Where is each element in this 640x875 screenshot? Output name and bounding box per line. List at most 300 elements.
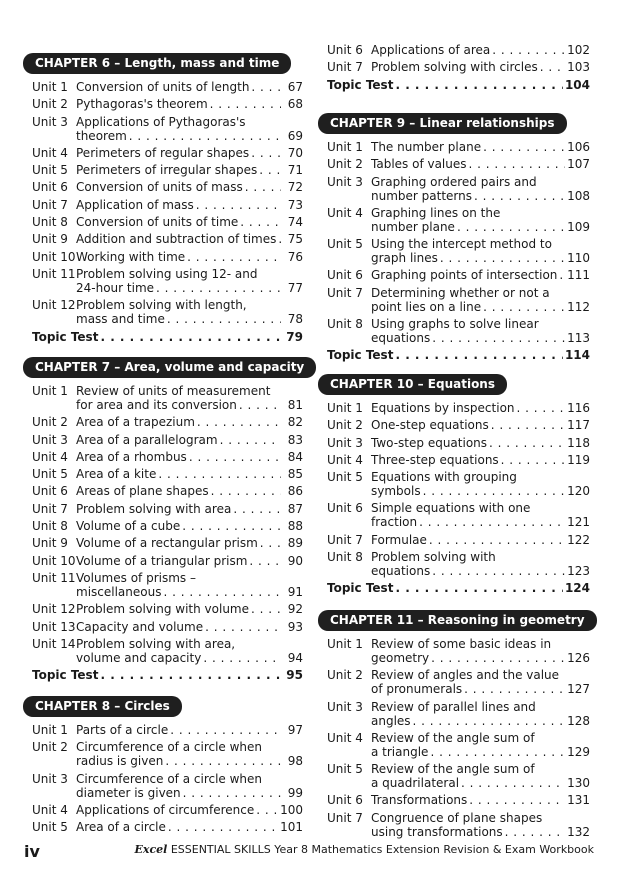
toc-entry[interactable]	[32, 215, 303, 229]
entry-text	[371, 668, 590, 696]
unit-number: Unit 1	[32, 723, 68, 737]
page-ref: 130	[567, 776, 590, 791]
entry-title-line: Determining whether or not a	[371, 285, 550, 300]
toc-entry[interactable]	[327, 637, 590, 665]
unit-number: Unit 3	[32, 771, 68, 786]
toc-entry[interactable]	[327, 43, 590, 57]
toc-entry[interactable]	[327, 453, 590, 467]
page-ref: 100	[280, 802, 303, 817]
page-ref: 106	[567, 140, 590, 154]
toc-entry[interactable]	[32, 97, 303, 111]
entry-text	[327, 348, 590, 362]
toc-entry[interactable]	[32, 803, 303, 817]
entry-text	[371, 43, 590, 57]
entry-text	[76, 198, 303, 212]
unit-list	[315, 637, 590, 839]
toc-entry[interactable]	[32, 80, 303, 94]
entry-text	[76, 97, 303, 111]
dot-leader	[187, 250, 281, 264]
dot-leader	[483, 300, 565, 314]
entry-title-last-line	[371, 60, 590, 74]
dot-leader	[395, 348, 562, 362]
page-ref: 92	[287, 602, 303, 617]
topic-test-entry[interactable]	[327, 78, 590, 92]
entry-title-line: Review of units of measurement	[76, 384, 271, 398]
entry-text	[371, 731, 590, 759]
unit-number: Unit 1	[327, 637, 363, 651]
entry-title-last-line	[371, 453, 590, 467]
page-ref: 68	[287, 97, 303, 112]
page-ref: 85	[287, 467, 303, 482]
toc-entry[interactable]	[327, 533, 590, 547]
entry-title-last-line	[371, 484, 590, 498]
toc-entry[interactable]	[327, 668, 590, 696]
entry-title-line: Capacity and volume	[76, 619, 204, 634]
unit-number: Unit 7	[327, 285, 363, 300]
entry-title-line: Area of a circle	[76, 820, 166, 835]
entry-title-last-line	[371, 714, 590, 728]
dot-leader	[559, 268, 565, 282]
toc-entry[interactable]	[327, 140, 590, 154]
toc-entry[interactable]	[327, 550, 590, 578]
dot-leader	[183, 786, 281, 800]
entry-title-line: Volume of a rectangular prism	[76, 536, 258, 551]
unit-number: Unit 8	[32, 519, 68, 534]
entry-title-line: a quadrilateral	[371, 776, 460, 791]
entry-title-last-line	[371, 825, 590, 839]
entry-title-line: Tables of values	[371, 157, 467, 172]
unit-number: Unit 11	[32, 266, 76, 281]
entry-text	[371, 470, 590, 498]
entry-text	[371, 286, 590, 314]
entry-title-last-line	[76, 281, 303, 295]
entry-text	[76, 637, 303, 665]
entry-text	[371, 60, 590, 74]
entry-title-last-line	[76, 803, 303, 817]
entry-title-line: Formulae	[371, 532, 427, 547]
page-ref: 112	[567, 299, 590, 314]
dot-leader	[483, 140, 565, 154]
entry-text	[371, 140, 590, 154]
dot-leader	[440, 251, 565, 265]
entry-text	[76, 484, 303, 498]
dot-leader	[469, 793, 565, 807]
toc-entry[interactable]	[327, 470, 590, 498]
dot-leader	[432, 331, 565, 345]
toc-entry[interactable]	[32, 298, 303, 326]
dot-leader	[165, 754, 281, 768]
toc-entry[interactable]	[327, 731, 590, 759]
entry-title-last-line	[76, 232, 303, 246]
unit-number: Unit 3	[32, 432, 68, 447]
dot-leader	[278, 232, 281, 246]
entry-title-line: theorem	[76, 128, 127, 143]
chapter-heading: CHAPTER 9 – Linear relationships	[318, 113, 567, 134]
entry-title-last-line	[371, 682, 590, 696]
toc-entry[interactable]	[327, 286, 590, 314]
page-ref: 79	[286, 329, 303, 344]
entry-title-line: Conversion of units of length	[76, 80, 250, 94]
toc-entry[interactable]	[32, 232, 303, 246]
entry-title-line: Problem solving with circles	[371, 60, 538, 75]
toc-entry[interactable]	[32, 637, 303, 665]
dot-leader	[158, 467, 281, 481]
toc-entry[interactable]	[327, 762, 590, 790]
unit-list	[315, 43, 590, 92]
toc-entry[interactable]	[32, 620, 303, 634]
entry-title-last-line	[32, 330, 303, 344]
entry-text	[371, 700, 590, 728]
entry-title-last-line	[76, 450, 303, 464]
entry-title-line: Applications of area	[371, 43, 491, 57]
entry-title-line: Conversion of units of time	[76, 215, 239, 230]
topic-test-entry[interactable]	[327, 348, 590, 362]
toc-entry[interactable]	[32, 571, 303, 599]
entry-title-last-line	[371, 401, 590, 415]
entry-title-line: Two-step equations	[371, 435, 488, 450]
entry-title-last-line	[76, 651, 303, 665]
dot-leader	[100, 668, 281, 682]
entry-title-last-line	[327, 581, 590, 595]
unit-number: Unit 2	[32, 415, 68, 430]
unit-number: Unit 7	[327, 810, 363, 825]
toc-entry[interactable]	[327, 60, 590, 74]
dot-leader	[256, 803, 278, 817]
entry-title-last-line	[32, 668, 303, 682]
toc-entry[interactable]	[327, 793, 590, 807]
dot-leader	[251, 146, 281, 160]
page-ref: 109	[567, 219, 590, 234]
topic-test-label: Topic Test	[327, 348, 394, 363]
entry-text	[371, 418, 590, 432]
toc-entry[interactable]	[32, 772, 303, 800]
page-ref: 103	[567, 60, 590, 75]
toc-entry[interactable]	[327, 436, 590, 450]
entry-title-line: Review of parallel lines and	[371, 699, 536, 714]
page-ref: 119	[567, 452, 590, 467]
page-ref: 113	[567, 331, 590, 346]
toc-entry[interactable]	[32, 163, 303, 177]
toc-entry[interactable]	[32, 180, 303, 194]
toc-entry[interactable]	[32, 820, 303, 834]
toc-entry[interactable]	[327, 175, 590, 203]
unit-number: Unit 1	[327, 140, 363, 154]
entry-title-last-line	[371, 564, 590, 578]
toc-entry[interactable]	[32, 467, 303, 481]
toc-entry[interactable]	[327, 206, 590, 234]
dot-leader	[163, 585, 281, 599]
entry-text	[371, 637, 590, 665]
entry-title-line: diameter is given	[76, 785, 181, 800]
page-number: iv	[24, 842, 40, 861]
toc-entry[interactable]	[32, 267, 303, 295]
entry-text	[76, 80, 303, 94]
entry-title-line: Conversion of units of mass	[76, 180, 243, 195]
dot-leader	[182, 519, 281, 533]
entry-title-line: radius is given	[76, 754, 164, 769]
entry-title-last-line	[76, 80, 303, 94]
toc-entry[interactable]	[327, 268, 590, 282]
page-ref: 102	[567, 43, 590, 57]
toc-entry[interactable]	[327, 401, 590, 415]
dot-leader	[461, 776, 565, 790]
entry-title-line: Three-step equations	[371, 452, 499, 467]
entry-title-last-line	[371, 43, 590, 57]
entry-text	[76, 232, 303, 246]
toc-entry[interactable]	[32, 536, 303, 550]
topic-test-entry[interactable]	[32, 668, 303, 682]
toc-chapter-section	[315, 609, 590, 842]
dot-leader	[259, 163, 281, 177]
entry-title-last-line	[76, 433, 303, 447]
entry-title-last-line	[371, 418, 590, 432]
entry-title-line: Problem solving with	[371, 550, 496, 565]
entry-title-line: Applications of Pythagoras's	[76, 114, 246, 129]
toc-chapter-section	[20, 52, 303, 347]
entry-title-last-line	[327, 78, 590, 92]
entry-title-line: Volume of a cube	[76, 519, 181, 534]
toc-entry[interactable]	[32, 602, 303, 616]
toc-entry[interactable]	[32, 433, 303, 447]
entry-title-last-line	[76, 129, 303, 143]
page-footer	[24, 840, 594, 860]
toc-entry[interactable]	[32, 384, 303, 412]
entry-text	[76, 820, 303, 834]
entry-title-line: Review of the angle sum of	[371, 762, 535, 777]
chapter-heading: CHAPTER 11 – Reasoning in geometry	[318, 610, 597, 631]
entry-title-line: Circumference of a circle when	[76, 771, 263, 786]
entry-title-last-line	[76, 467, 303, 481]
entry-text	[76, 803, 303, 817]
toc-entry[interactable]	[327, 418, 590, 432]
entry-title-last-line	[371, 776, 590, 790]
entry-title-last-line	[76, 786, 303, 800]
unit-number: Unit 6	[32, 180, 68, 195]
entry-title-line: Volume of a triangular prism	[76, 553, 248, 568]
page-ref: 121	[567, 515, 590, 530]
toc-entry[interactable]	[32, 723, 303, 737]
unit-number: Unit 2	[32, 97, 68, 112]
dot-leader	[168, 820, 278, 834]
entry-text	[76, 502, 303, 516]
unit-list	[20, 384, 303, 682]
unit-number: Unit 5	[32, 467, 68, 482]
entry-title-line: equations	[371, 331, 431, 346]
dot-leader	[233, 502, 281, 516]
unit-number: Unit 5	[327, 237, 363, 252]
entry-title-line: a triangle	[371, 744, 429, 759]
unit-number: Unit 1	[327, 401, 363, 415]
entry-title-line: The number plane	[371, 140, 482, 154]
entry-text	[371, 157, 590, 171]
entry-title-line: Addition and subtraction of times	[76, 232, 277, 247]
dot-leader	[249, 554, 281, 568]
entry-text	[76, 740, 303, 768]
page-ref: 123	[567, 564, 590, 579]
page-ref: 110	[567, 251, 590, 266]
toc-entry[interactable]	[32, 115, 303, 143]
entry-text	[327, 581, 590, 595]
entry-text	[371, 550, 590, 578]
entry-text	[371, 453, 590, 467]
entry-title-line: Application of mass	[76, 197, 194, 212]
topic-test-entry[interactable]	[327, 581, 590, 595]
entry-title-last-line	[76, 215, 303, 229]
unit-number: Unit 4	[32, 449, 68, 464]
page-ref: 132	[567, 824, 590, 839]
toc-entry[interactable]	[32, 198, 303, 212]
toc-entry[interactable]	[327, 501, 590, 529]
entry-text	[371, 436, 590, 450]
entry-title-line: Transformations	[371, 793, 468, 808]
unit-number: Unit 3	[327, 174, 363, 189]
page-ref: 126	[567, 651, 590, 665]
dot-leader	[245, 180, 281, 194]
unit-number: Unit 4	[327, 730, 363, 745]
page-ref: 78	[287, 312, 303, 327]
toc-entry[interactable]	[32, 146, 303, 160]
dot-leader	[251, 602, 281, 616]
entry-text	[371, 175, 590, 203]
book-title: ESSENTIAL SKILLS Year 8 Mathematics Extension Revision & Exam Workbook	[170, 843, 594, 856]
toc-chapter-section	[315, 112, 590, 366]
unit-number: Unit 5	[32, 820, 68, 835]
toc-entry[interactable]	[327, 317, 590, 345]
dot-leader	[517, 401, 566, 415]
page-ref: 77	[287, 280, 303, 295]
page-ref: 108	[567, 188, 590, 203]
unit-number: Unit 4	[327, 205, 363, 220]
entry-text	[371, 501, 590, 529]
page-ref: 88	[287, 519, 303, 534]
entry-title-line: Graphing points of intersection	[371, 268, 558, 283]
entry-title-line: fraction	[371, 515, 418, 530]
entry-title-line: mass and time	[76, 312, 165, 327]
entry-title-line: Congruence of plane shapes	[371, 810, 543, 825]
entry-text	[32, 330, 303, 344]
toc-entry[interactable]	[32, 554, 303, 568]
entry-title-line: Review of the angle sum of	[371, 730, 535, 745]
page-ref: 81	[287, 398, 303, 412]
unit-number: Unit 4	[32, 802, 68, 817]
entry-text	[76, 772, 303, 800]
entry-title-last-line	[371, 745, 590, 759]
toc-entry[interactable]	[32, 415, 303, 429]
unit-list	[20, 80, 303, 344]
dot-leader	[220, 433, 281, 447]
entry-title-line: Using graphs to solve linear	[371, 317, 539, 332]
toc-entry[interactable]	[32, 519, 303, 533]
entry-text	[76, 250, 303, 264]
toc-entry[interactable]	[327, 700, 590, 728]
entry-title-last-line	[76, 484, 303, 498]
entry-title-line: Areas of plane shapes	[76, 484, 209, 499]
entry-title-line: Area of a parallelogram	[76, 432, 218, 447]
entry-title-last-line	[371, 140, 590, 154]
dot-leader	[429, 533, 565, 547]
entry-title-line: symbols	[371, 484, 421, 499]
toc-chapter-section	[315, 373, 590, 599]
topic-test-label: Topic Test	[32, 329, 99, 344]
unit-number: Unit 6	[327, 43, 363, 57]
entry-title-line: Using the intercept method to	[371, 237, 552, 252]
unit-number: Unit 8	[327, 317, 363, 332]
entry-text	[76, 467, 303, 481]
entry-title-line: Volumes of prisms –	[76, 570, 196, 585]
entry-title-last-line	[371, 300, 590, 314]
entry-title-last-line	[371, 436, 590, 450]
entry-text	[327, 78, 590, 92]
unit-number: Unit 3	[327, 699, 363, 714]
entry-text	[371, 237, 590, 265]
chapter-heading: CHAPTER 7 – Area, volume and capacity	[23, 357, 316, 378]
entry-text	[76, 450, 303, 464]
dot-leader	[189, 450, 281, 464]
dot-leader	[457, 220, 565, 234]
page-ref: 114	[564, 348, 590, 363]
dot-leader	[423, 484, 566, 498]
page-ref: 89	[287, 536, 303, 551]
unit-number: Unit 14	[32, 636, 76, 651]
topic-test-label: Topic Test	[327, 77, 394, 92]
dot-leader	[395, 78, 562, 92]
topic-test-entry[interactable]	[32, 330, 303, 344]
entry-title-last-line	[76, 163, 303, 177]
dot-leader	[474, 189, 565, 203]
toc-entry[interactable]	[32, 450, 303, 464]
dot-leader	[431, 651, 565, 665]
entry-title-last-line	[76, 602, 303, 616]
page-ref: 101	[280, 820, 303, 835]
unit-number: Unit 4	[327, 452, 363, 467]
dot-leader	[239, 398, 281, 412]
entry-title-line: volume and capacity	[76, 650, 202, 665]
dot-leader	[100, 330, 281, 344]
entry-text	[76, 163, 303, 177]
entry-title-last-line	[371, 793, 590, 807]
page-ref: 111	[567, 268, 590, 283]
entry-text	[371, 762, 590, 790]
page-ref: 86	[287, 484, 303, 499]
toc-entry[interactable]	[327, 157, 590, 171]
unit-number: Unit 1	[32, 80, 68, 94]
toc-entry[interactable]	[327, 237, 590, 265]
entry-title-line: 24-hour time	[76, 280, 155, 295]
unit-number: Unit 2	[32, 740, 68, 755]
toc-entry[interactable]	[32, 502, 303, 516]
dot-leader	[156, 281, 281, 295]
toc-entry[interactable]	[32, 740, 303, 768]
entry-title-last-line	[371, 268, 590, 282]
entry-title-last-line	[76, 398, 303, 412]
entry-title-last-line	[327, 348, 590, 362]
entry-title-line: Area of a trapezium	[76, 415, 195, 430]
entry-text	[76, 415, 303, 429]
entry-title-line: Problem solving with length,	[76, 298, 247, 313]
entry-title-last-line	[76, 620, 303, 634]
entry-text	[371, 811, 590, 839]
toc-entry[interactable]	[327, 811, 590, 839]
entry-text	[76, 215, 303, 229]
dot-leader	[413, 714, 566, 728]
entry-title-line: Equations by inspection	[371, 401, 515, 415]
entry-title-line: Problem solving with area,	[76, 636, 236, 651]
entry-title-last-line	[76, 754, 303, 768]
toc-entry[interactable]	[32, 250, 303, 264]
topic-test-label: Topic Test	[32, 668, 99, 683]
dot-leader	[540, 60, 565, 74]
toc-entry[interactable]	[32, 484, 303, 498]
